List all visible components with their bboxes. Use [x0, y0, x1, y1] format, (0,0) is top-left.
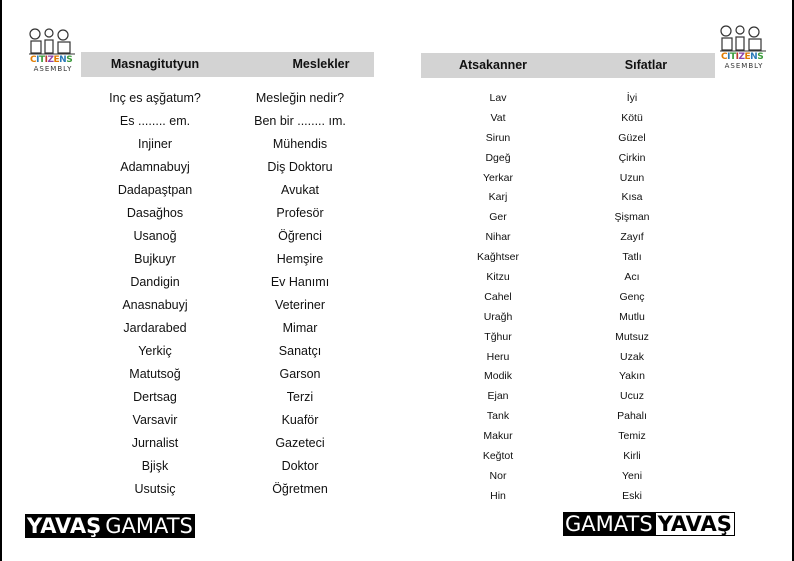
turkish-adjective-item: Güzel	[618, 131, 646, 144]
armenian-adjectives-list	[458, 89, 538, 507]
logo-wordmark: CITIZENS	[30, 55, 73, 65]
turkish-profession-item: Hemşire	[276, 252, 324, 266]
armenian-adjective-item: Lav	[489, 92, 507, 104]
turkish-adjective-item: Temiz	[618, 430, 646, 443]
armenian-profession-item: Dandigin	[130, 275, 180, 289]
armenian-profession-item: Usutsiç	[134, 482, 176, 496]
armenian-adjective-item: Yerkar	[483, 171, 513, 184]
armenian-profession-item: Inç es aşğatum?	[109, 91, 201, 105]
armenian-profession-item: Dadapaştpan	[117, 183, 193, 197]
armenian-adjective-item: Karj	[488, 191, 508, 204]
armenian-profession-item: Jardarabed	[123, 321, 187, 335]
armenian-adjective-item: Hin	[490, 489, 506, 502]
turkish-profession-item: Mesleğin nedir?	[255, 91, 345, 105]
armenian-adjective-item: Dgeğ	[485, 151, 511, 164]
turkish-profession-item: Garson	[279, 367, 321, 381]
turkish-adjective-item: Genç	[619, 290, 645, 303]
armenian-adjective-item: Urağh	[483, 310, 513, 323]
turkish-adjective-item: Çirkin	[618, 151, 646, 164]
armenian-adjective-item: Kağhtser	[476, 251, 520, 264]
turkish-adjective-item: Uzun	[619, 171, 645, 184]
armenian-adjective-item: Nihar	[485, 231, 511, 244]
armenian-profession-item: Varsavir	[132, 413, 178, 427]
armenian-adjective-item: Keğtot	[482, 450, 514, 463]
turkish-adjective-item: Kirli	[623, 450, 641, 463]
turkish-adjective-item: Ucuz	[620, 390, 644, 403]
armenian-profession-item: Usanoğ	[133, 229, 177, 243]
page-left-border	[0, 0, 2, 561]
header-armenian-adjectives: Atsakanner	[458, 58, 528, 72]
armenian-adjective-item: Sirun	[485, 131, 511, 144]
turkish-adjective-item: Kısa	[621, 191, 643, 204]
brand-logo-right	[563, 512, 770, 536]
armenian-adjective-item: Heru	[486, 350, 510, 363]
turkish-adjective-item: Yakın	[618, 370, 646, 383]
logo-subtext: ASEMBLY	[33, 65, 73, 73]
armenian-adjective-item: Cahel	[484, 290, 512, 303]
turkish-adjective-item: Mutlu	[619, 310, 645, 323]
armenian-profession-item: Dertsag	[133, 390, 177, 404]
citizens-assembly-logo-left	[27, 27, 77, 75]
turkish-profession-item: Doktor	[281, 459, 319, 473]
brand-word-light: GAMATS	[565, 512, 653, 536]
turkish-profession-item: Mühendis	[272, 137, 328, 151]
armenian-profession-item: Es ........ em.	[119, 114, 191, 128]
header-turkish-professions: Meslekler	[292, 57, 350, 71]
turkish-profession-item: Diş Doktoru	[267, 160, 333, 174]
header-turkish-adjectives: Sıfatlar	[624, 58, 668, 72]
turkish-profession-item: Veteriner	[274, 298, 326, 312]
turkish-profession-item: Ben bir ........ ım.	[254, 114, 346, 128]
turkish-adjective-item: Mutsuz	[615, 330, 649, 343]
turkish-adjective-item: Pahalı	[617, 410, 647, 423]
turkish-profession-item: Ev Hanımı	[270, 275, 330, 289]
turkish-profession-item: Öğretmen	[272, 482, 328, 496]
armenian-adjective-item: Ejan	[487, 390, 509, 403]
armenian-adjective-item: Tğhur	[484, 330, 512, 343]
logo-wordmark: CITIZENS	[721, 52, 764, 62]
turkish-adjective-item: Zayıf	[620, 231, 644, 244]
turkish-professions-list	[240, 87, 360, 501]
armenian-adjective-item: Vat	[490, 111, 506, 124]
brand-logo-left	[25, 514, 234, 538]
brand-word-light: GAMATS	[105, 514, 193, 538]
armenian-profession-item: Bujkuyr	[134, 252, 176, 266]
turkish-profession-item: Avukat	[281, 183, 319, 197]
armenian-adjective-item: Tank	[486, 410, 510, 423]
armenian-adjective-item: Modik	[483, 370, 512, 383]
turkish-profession-item: Mimar	[282, 321, 318, 335]
professions-header-bar	[81, 52, 374, 77]
turkish-profession-item: Kuaför	[281, 413, 319, 427]
armenian-adjective-item: Nor	[489, 469, 507, 482]
armenian-adjective-item: Kitzu	[486, 271, 510, 284]
armenian-profession-item: Matutsoğ	[129, 367, 181, 381]
turkish-adjective-item: Kötü	[621, 111, 643, 124]
turkish-profession-item: Gazeteci	[275, 436, 325, 450]
turkish-profession-item: Sanatçı	[278, 344, 322, 358]
armenian-professions-list	[95, 87, 215, 501]
turkish-adjective-item: Tatlı	[622, 251, 642, 264]
armenian-profession-item: Bjişk	[141, 459, 169, 473]
turkish-adjective-item: Şişman	[614, 211, 650, 224]
turkish-adjective-item: İyi	[626, 92, 638, 104]
turkish-profession-item: Profesör	[276, 206, 324, 220]
turkish-adjective-item: Uzak	[620, 350, 644, 363]
armenian-profession-item: Injiner	[137, 137, 173, 151]
header-armenian-professions: Masnagitutyun	[110, 57, 200, 71]
armenian-profession-item: Adamnabuyj	[120, 160, 190, 174]
logo-subtext: ASEMBLY	[724, 62, 764, 70]
brand-word-bold: YAVAŞ	[655, 512, 735, 536]
armenian-adjective-item: Ger	[489, 211, 507, 224]
armenian-profession-item: Jurnalist	[131, 436, 179, 450]
turkish-profession-item: Öğrenci	[278, 229, 322, 243]
turkish-adjective-item: Eski	[622, 489, 642, 502]
turkish-adjective-item: Acı	[624, 271, 640, 284]
armenian-profession-item: Dasağhos	[126, 206, 184, 220]
brand-word-bold: YAVAŞ	[27, 514, 102, 538]
turkish-adjectives-list	[592, 89, 672, 507]
logo-doodle-icon	[27, 27, 77, 57]
armenian-profession-item: Yerkiç	[138, 344, 172, 358]
citizens-assembly-logo-right	[718, 24, 768, 72]
adjectives-header-bar	[421, 53, 715, 78]
logo-doodle-icon	[718, 24, 768, 54]
turkish-adjective-item: Yeni	[621, 469, 643, 482]
armenian-profession-item: Anasnabuyj	[122, 298, 188, 312]
armenian-adjective-item: Makur	[483, 430, 513, 443]
turkish-profession-item: Terzi	[286, 390, 314, 404]
